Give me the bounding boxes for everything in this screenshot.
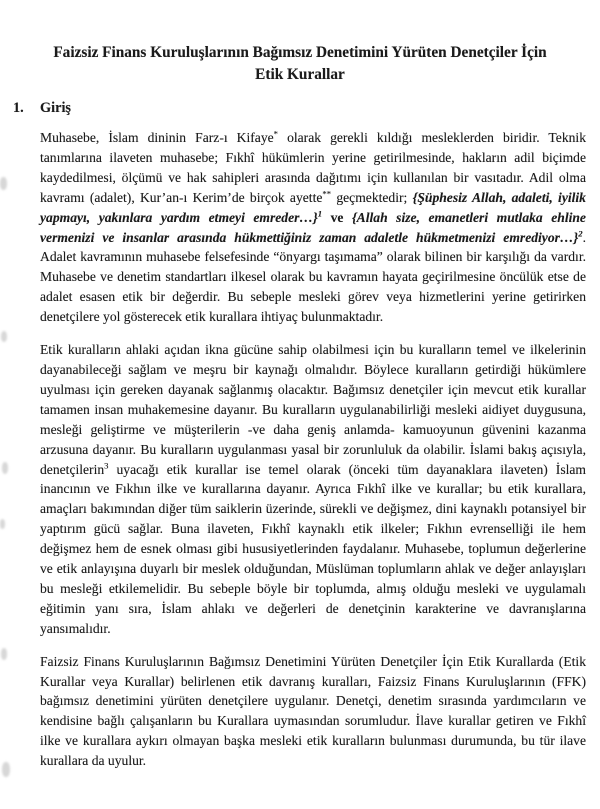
scan-artifact — [1, 648, 7, 660]
section-title: Giriş — [40, 100, 71, 116]
footnote-marker: 2 — [578, 228, 583, 238]
footnote-marker: 3 — [104, 459, 109, 470]
text-segment: uyacağı etik kurallar ise temel olarak (önceki tüm dayanaklara ilaveten) İslam inancının ve Fıkhın ilke ve kurallarına dayanır. Ayrıca Fıkhî ilke ve kurallar; bu etik kurallara, amaçları bakımından diğer tüm saiklerin üzerinde, sürekli ve değişmez, dini kaynaklı potansiyel bir yaptırım gücü sağlar. Buna ilaveten, Fıkhî kaynaklı etik ilkeler; Fıkhın evrenselliği ile hem değişmez hem de esnek olması gibi hususiyetlerinden faydalanır. Muhasebe, toplumun değerlerine ve etik anlayışına duyarlı bir meslek olduğundan, Müslüman toplumların ahlak ve değer anlayışları bu mesleği etkilemelidir. Bu sebeple böyle bir toplumda, almış olduğu mesleki ve uygulamalı eğitimin yanı sıra, İslam ahlakı ve değerleri de denetçinin karakterine ve davranışlarına yansımalıdır. — [40, 461, 586, 636]
document-body — [40, 128, 586, 771]
text-segment: olarak gerekli kıldığı mesleklerden biridir. Teknik tanımlarına ilaveten muhasebe; Fıkhî hükümlerin yerine getirilmesinde, hakların adil biçimde kaydedilmesi, ölçümü ve hak sahipleri arasında dağıtımı için kullanılan bir vasıtadır. Adil olma kavramı (adalet), Kur’an-ı Kerim’de birçok ayette — [40, 130, 586, 205]
quran-quote-1: {Şüphesiz Allah, adaleti, iyilik yapmayı, yakınlara yardım etmeyi emreder…} — [40, 189, 586, 225]
document-title — [0, 0, 600, 86]
text-segment: Etik kuralların ahlaki açıdan ikna gücüne sahip olabilmesi için bu kuralların temel ve ilkelerinin dayanabileceği sağlam ve meşru bir kaynağı olmalıdır. Böylece kuralların getirdiği hükümlere uyulması için gereken dayanak sağlanmış olacaktır. Bağımsız denetçiler için mevcut etik kurallar tamamen insan muhakemesine dayanır. Bu kuralların uygulanabilirliği mesleki aidiyet duygusuna, mesleği geliştirme ve müşterilerin -ve daha geniş anlamda- kamuoyunun güvenini kazanma arzusuna dayanır. Bu kuralların uygulanması yasal bir zorunluluk da olabilir. İslami bakış açısıyla, denetçilerin — [40, 342, 586, 477]
footnote-marker: ** — [322, 188, 332, 199]
scan-artifact — [0, 177, 7, 190]
scan-artifact — [0, 519, 5, 529]
document-title-line-1: Faizsiz Finans Kuruluşlarının Bağımsız Denetimini Yürüten Denetçiler İçin — [53, 44, 547, 61]
footnote-marker: 1 — [317, 208, 323, 219]
text-segment: ve — [322, 209, 352, 225]
paragraph-2-etik-kurallarin-dayanagi — [40, 340, 586, 639]
scan-artifact — [2, 762, 10, 777]
document-title-line-2: Etik Kurallar — [255, 66, 345, 83]
scan-artifact — [1, 331, 7, 342]
section-number: 1. — [13, 100, 24, 116]
footnote-marker: * — [273, 128, 279, 139]
text-segment: . Adalet kavramının muhasebe felsefesinde “önyargı taşımama” olarak bilinen bir karşılığı da vardır. Muhasebe ve denetim standartları ilkesel olarak bu kavramın hayata geçirilmesine öncülük etse de adalet esasen etik bir değerdir. Bu sebeple mesleki görev veya hizmetlerini yerine getirirken denetçilere yol gösterecek etik kurallara ihtiyaç bulunmaktadır. — [40, 229, 586, 325]
section-heading-giris — [13, 100, 586, 117]
scan-artifact — [2, 462, 8, 474]
quran-quote-2: {Allah size, emanetleri mutlaka ehline vermenizi ve insanlar arasında hükmettiğiniz zaman adaletle hükmetmenizi emrediyor…} — [40, 209, 586, 245]
text-segment: Faizsiz Finans Kuruluşlarının Bağımsız Denetimini Yürüten Denetçiler İçin Etik Kurallarda (Etik Kurallar veya Kurallar) belirlenen etik davranış kuralları, Faizsiz Finans Kuruluşlarının (FFK) bağımsız denetimini yürüten denetçilere uygulanır. Denetçi, denetim sırasında yardımcıların ve kendisine bağlı çalışanların bu Kurallara uymasından sorumludur. İlave kurallar getiren ve Fıkhî ilke ve kurallara aykırı olmayan başka mesleki etik kuralların bulunması durumunda, bu tür ilave kurallara da uyulur. — [40, 653, 586, 769]
paragraph-1-muhasebe-adalet — [40, 128, 586, 327]
paragraph-3-kurallarin-kapsami — [40, 652, 586, 771]
text-segment: geçmektedir; — [331, 189, 413, 205]
text-segment: Muhasebe, İslam dininin Farz-ı Kifaye — [40, 130, 274, 145]
